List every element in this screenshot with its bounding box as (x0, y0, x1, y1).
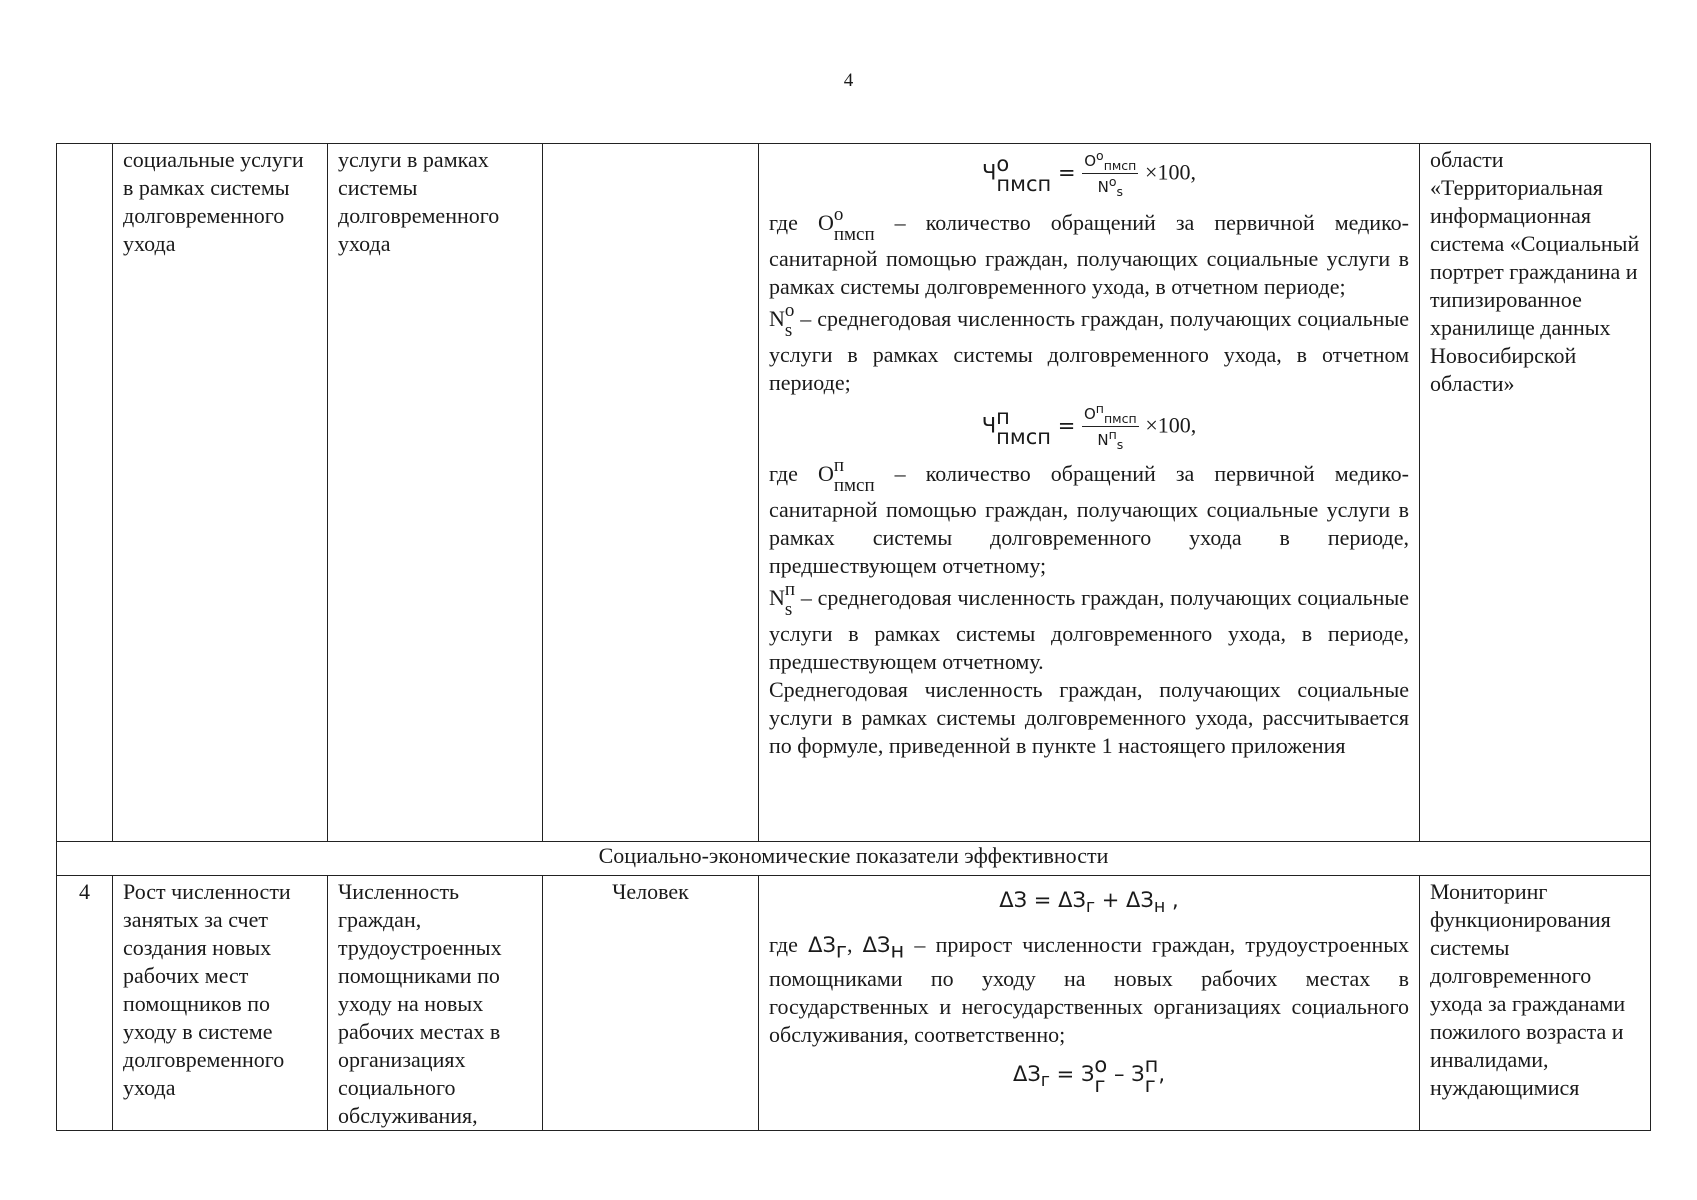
table-row (57, 876, 1651, 1131)
formula-ch-p: Ч п пмсп = $\frac{О^п_{пмсп}}{N^п_s}$ ×100, (981, 401, 1197, 452)
formula-ch-o: Ч о пмсп = $\frac{О^о_{пмсп}}{N^о_s}$ ×100, (982, 148, 1196, 199)
indicator-cell (328, 144, 543, 842)
row-number-cell (57, 876, 113, 1131)
fraction: $\frac{О^о_{пмсп}}{N^о_s}$ (1084, 148, 1137, 199)
row-number-cell (57, 144, 113, 842)
definition-o-pmsp-p: где О п пмсп – количество обращений за первичной медико-санитарной помощью граждан, получающих социальные услуги в рамках системы долговременного ухода в периоде, предшествующем отчетному; (769, 455, 1409, 578)
indicator-name-cell (113, 876, 328, 1131)
definition-ns-p: N п s – среднегодовая численность граждан, получающих социальные услуги в рамках системы долговременного ухода, в периоде, предшествующем отчетному. (769, 579, 1409, 674)
definition-delta-z: где $\Delta З_г$, $\Delta З_н$ – прирост численности граждан, трудоустроенных помощниками по уходу на новых рабочих местах в государственных и негосударственных организациях социального обслуживания, соответственно; (769, 932, 1410, 1047)
source-text: Мониторинг функционирования системы долговременного ухода за гражданами пожилого возраста и инвалидами, нуждающимися (1430, 879, 1626, 1100)
indicator-name: социальные услуги в рамках системы долговременного ухода (123, 147, 304, 256)
unit-value: Человек (612, 879, 689, 904)
indicators-table (56, 143, 1651, 1131)
definition-ns-o: N о s – среднегодовая численность граждан, получающих социальные услуги в рамках системы долговременного ухода, в отчетном периоде; (769, 300, 1409, 395)
unit-cell (543, 876, 759, 1131)
average-note: Среднегодовая численность граждан, получающих социальные услуги в рамках системы долговременного ухода, рассчитывается по формуле, приведенной в пункте 1 настоящего приложения (769, 677, 1409, 758)
method-cell (759, 876, 1420, 1131)
table-row (57, 144, 1651, 842)
source-text: области «Территориальная информационная система «Социальный портрет гражданина и типизированное хранилище данных Новосибирской области» (1430, 147, 1640, 396)
source-cell (1420, 876, 1651, 1131)
indicator-cell (328, 876, 543, 1131)
indicator-name-cell (113, 144, 328, 842)
indicator-description: Численность граждан, трудоустроенных помощниками по уходу на новых рабочих местах в организациях социального обслуживания, (338, 879, 502, 1128)
source-cell (1420, 144, 1651, 842)
fraction: $\frac{О^п_{пмсп}}{N^п_s}$ (1083, 401, 1137, 452)
row-number: 4 (79, 879, 90, 904)
method-cell (759, 144, 1420, 842)
indicator-description: услуги в рамках системы долговременного ухода (338, 147, 500, 256)
unit-cell (543, 144, 759, 842)
definition-o-pmsp-o: где О о пмсп – количество обращений за первичной медико-санитарной помощью граждан, получающих социальные услуги в рамках системы долговременного ухода, в отчетном периоде; (769, 204, 1409, 299)
section-header-row (57, 842, 1651, 876)
formula-delta-zg: $\Delta З_г = З$ о г – З п г , (1012, 1052, 1166, 1097)
indicator-name: Рост численности занятых за счет создания новых рабочих мест помощников по уходу в системе долговременного ухода (123, 879, 291, 1100)
section-title: Социально-экономические показатели эффективности (57, 842, 1651, 876)
formula-delta-z: $\Delta З = \Delta З_г + \Delta З_н$ , (999, 888, 1179, 918)
page-number: 4 (843, 70, 854, 91)
